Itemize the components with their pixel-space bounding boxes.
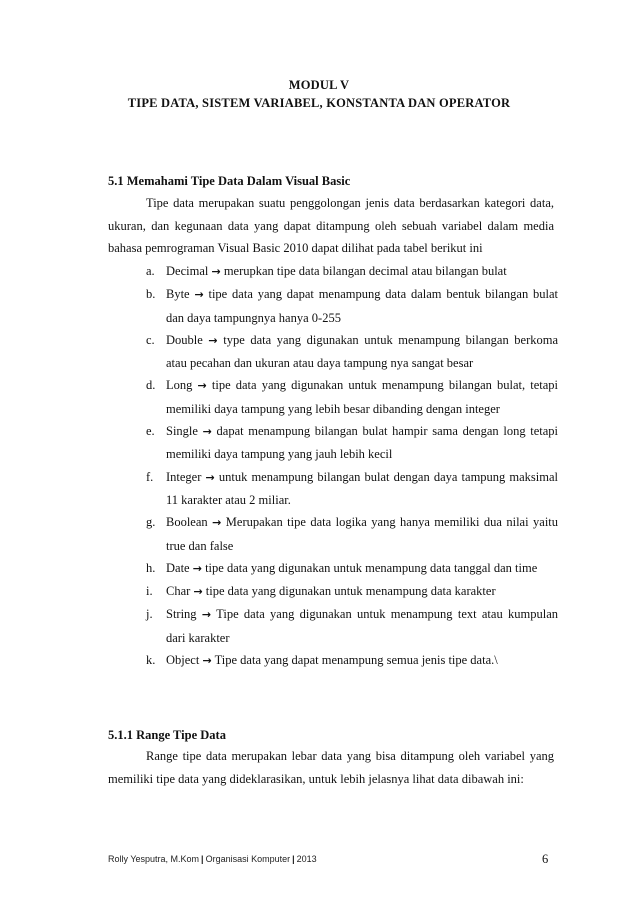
footer-separator: | [201,854,204,864]
list-desc: Tipe data yang dapat menampung semua jenis tipe data.\ [214,653,498,668]
list-item [146,420,558,466]
list-marker: k. [146,653,156,668]
list-term: Char [166,584,191,599]
list-desc: Merupakan tipe data logika yang hanya memiliki dua nilai yaitu true dan false [166,515,559,553]
arrow-right-icon: → [211,265,221,278]
arrow-right-icon: → [205,470,215,484]
list-marker: f. [146,469,154,484]
list-desc: tipe data yang digunakan untuk menampung data tanggal dan time [205,560,538,575]
list-marker: e. [146,424,155,439]
module-title: MODUL V [288,78,350,92]
list-marker: i. [146,584,153,599]
data-type-list [146,260,558,672]
page-footer [108,854,317,864]
list-marker: b. [146,287,156,302]
arrow-right-icon: → [193,585,203,599]
list-item [146,374,558,420]
arrow-right-icon: → [212,516,222,530]
list-desc: tipe data yang digunakan untuk menampung bilangan bulat, tetapi memiliki daya tampung yang lebih besar dibanding dengan integer [166,378,559,416]
list-marker: a. [146,264,155,278]
list-term: Date [166,560,190,575]
list-item [146,329,558,375]
list-item [146,603,558,649]
list-item [146,466,558,512]
list-marker: c. [146,332,155,347]
list-desc: untuk menampung bilangan bulat dengan daya tampung maksimal 11 karakter atau 2 miliar. [166,469,559,507]
arrow-right-icon: → [208,333,218,347]
list-desc: tipe data yang digunakan untuk menampung data karakter [205,584,496,599]
list-item [146,283,558,329]
list-desc: Tipe data yang digunakan untuk menampung text atau kumpulan dari karakter [166,607,558,645]
section-5-1-intro-text: Tipe data merupakan suatu penggolongan jenis data berdasarkan kategori data, ukuran, dan kegunaan data yang dapat ditampung oleh sebuah variabel dalam media bahasa pemrograman Visual Basic 2010 dapat dilihat pada tabel berikut ini [108,196,554,255]
arrow-right-icon: → [202,425,212,439]
page-number: 6 [542,852,549,866]
list-item [146,580,558,603]
list-term: Decimal [166,264,209,278]
list-item [146,260,558,283]
list-term: Byte [166,287,190,302]
section-heading-5-1: 5.1 Memahami Tipe Data Dalam Visual Basic [108,174,351,188]
footer-author: Rolly Yesputra, M.Kom [108,854,200,864]
list-marker: h. [146,560,156,575]
footer-year: 2013 [296,854,317,864]
list-term: Single [166,424,198,439]
list-term: Double [166,332,203,347]
section-5-1-1-intro [108,745,554,790]
module-subtitle: TIPE DATA, SISTEM VARIABEL, KONSTANTA DAN OPERATOR [127,96,511,110]
arrow-right-icon: → [194,288,204,302]
arrow-right-icon: → [202,654,212,668]
list-marker: g. [146,515,156,530]
footer-course: Organisasi Komputer [205,854,291,864]
list-desc: type data yang digunakan untuk menampung bilangan berkoma atau pecahan dan ukuran atau daya tampung nya sangat besar [166,332,559,371]
arrow-right-icon: → [201,608,212,622]
list-item [146,557,558,580]
list-term: Object [166,653,200,668]
list-desc: merupkan tipe data bilangan decimal atau bilangan bulat [223,264,507,278]
list-marker: d. [146,378,156,393]
arrow-right-icon: → [197,379,207,393]
section-5-1-intro [108,192,554,260]
footer-separator: | [292,854,295,864]
list-term: String [166,607,197,622]
list-desc: tipe data yang dapat menampung data dalam bentuk bilangan bulat dan daya tampungnya hanya 0-255 [166,287,559,325]
section-5-1-1-intro-text: Range tipe data merupakan lebar data yang bisa ditampung oleh variabel yang memiliki tipe data yang dideklarasikan, untuk lebih jelasnya lihat data dibawah ini: [108,749,554,786]
list-desc: dapat menampung bilangan bulat hampir sama dengan long tetapi memiliki daya tampung yang jauh lebih kecil [166,424,559,462]
list-term: Long [166,378,193,393]
list-item [146,511,558,557]
arrow-right-icon: → [192,561,202,575]
list-term: Boolean [166,515,208,530]
list-marker: j. [146,607,153,622]
list-term: Integer [166,469,202,484]
section-heading-5-1-1: 5.1.1 Range Tipe Data [108,728,226,742]
list-item [146,649,558,672]
